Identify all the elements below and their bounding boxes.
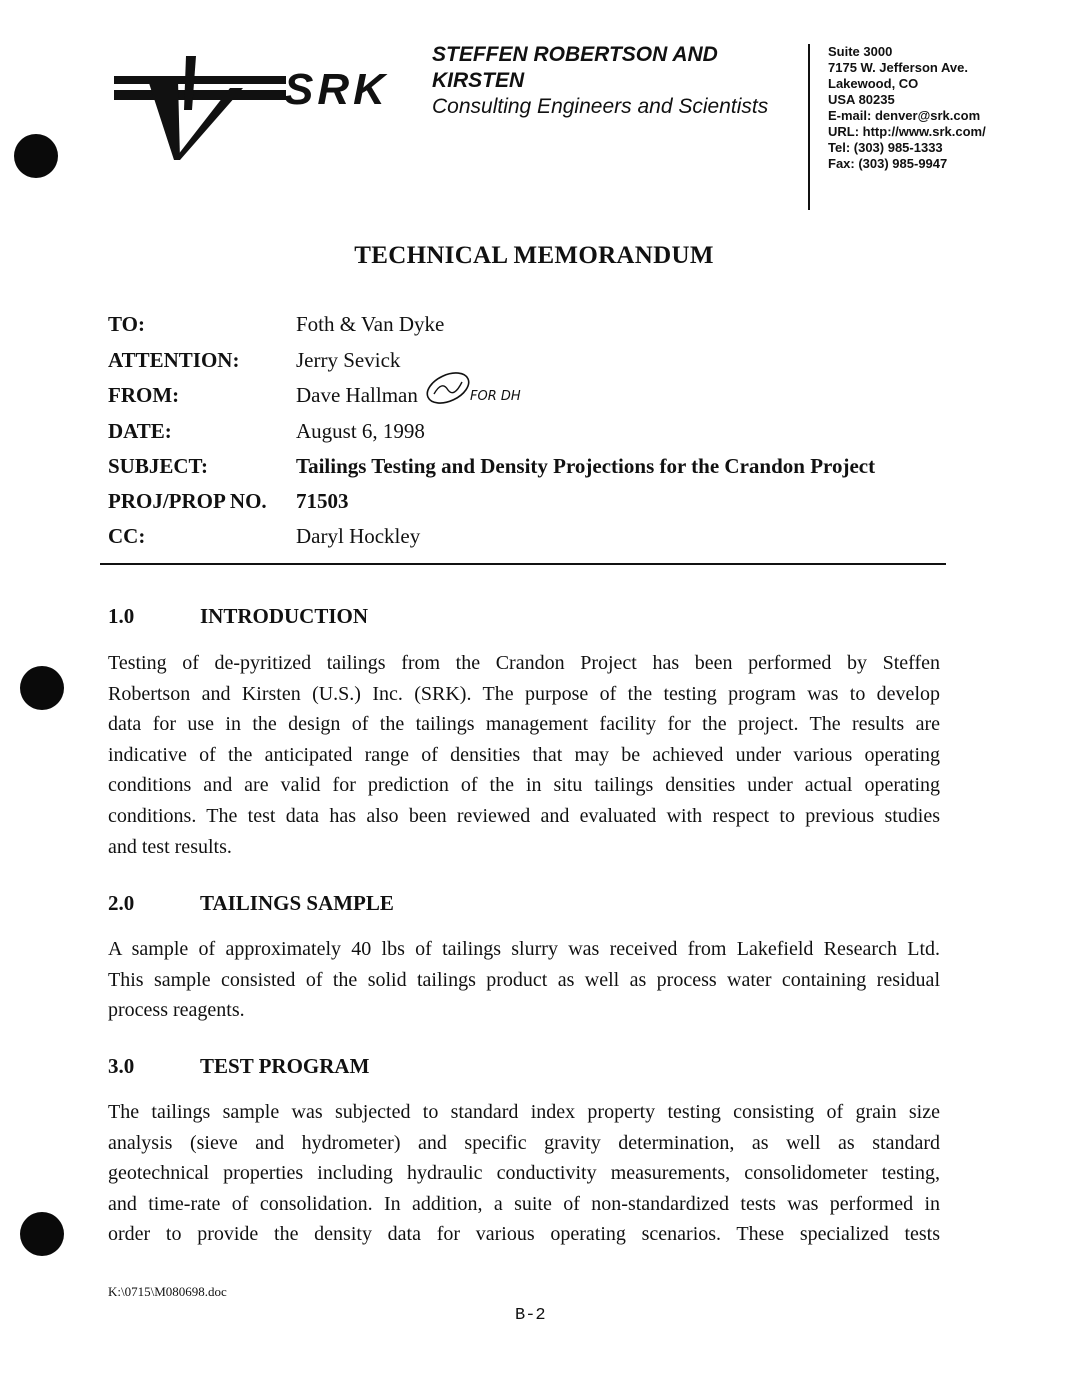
contact-block bbox=[828, 44, 1058, 172]
contact-line: USA 80235 bbox=[828, 92, 895, 107]
paragraph-line: A sample of approximately 40 lbs of tailings slurry was received from Lakefield Research Ltd. bbox=[108, 938, 940, 960]
section-number: 2.0 bbox=[108, 891, 135, 915]
contact-email: E-mail: denver@srk.com bbox=[828, 108, 981, 123]
contact-url: URL: http://www.srk.com/ bbox=[828, 124, 986, 139]
paragraph-line: conditions and are valid for prediction of the in situ tailings densities under actual operating bbox=[108, 774, 940, 797]
memo-field-project-number bbox=[108, 486, 948, 516]
paragraph-line: and test results. bbox=[108, 835, 232, 858]
company-block bbox=[432, 42, 802, 120]
field-label: TO: bbox=[108, 312, 145, 336]
company-name-line2: KIRSTEN bbox=[432, 69, 525, 92]
contact-tel: Tel: (303) 985-1333 bbox=[828, 140, 943, 155]
contact-line: 7175 W. Jefferson Ave. bbox=[828, 60, 968, 75]
section-number: 1.0 bbox=[108, 604, 135, 628]
field-label: FROM: bbox=[108, 383, 180, 407]
paragraph-line: indicative of the anticipated range of densities that may be achieved under various operating bbox=[108, 743, 940, 766]
test-program-paragraph bbox=[108, 1097, 940, 1250]
paragraph-line: This sample consisted of the solid tailings product as well as process water containing residual bbox=[108, 968, 940, 991]
section-title: TEST PROGRAM bbox=[200, 1054, 370, 1078]
paragraph-line: conditions. The test data has also been reviewed and evaluated with respect to previous studies bbox=[108, 804, 940, 827]
annotation-text: FOR DH bbox=[470, 389, 521, 404]
field-label: SUBJECT: bbox=[108, 454, 208, 478]
logo-text: SRK bbox=[284, 65, 389, 114]
field-label: CC: bbox=[108, 524, 146, 548]
memo-field-date bbox=[108, 416, 948, 446]
punch-hole bbox=[20, 666, 64, 710]
contact-line: Lakewood, CO bbox=[828, 76, 919, 91]
field-value: Jerry Sevick bbox=[296, 348, 401, 372]
memo-field-cc bbox=[108, 521, 948, 551]
page-number: B-2 bbox=[515, 1306, 546, 1325]
paragraph-line: process reagents. bbox=[108, 999, 245, 1022]
srk-logo bbox=[108, 50, 428, 170]
company-tagline: Consulting Engineers and Scientists bbox=[432, 95, 769, 118]
field-value: Tailings Testing and Density Projections for the Crandon Project bbox=[296, 454, 876, 478]
paragraph-line: Testing of de-pyritized tailings from the Crandon Project has been performed by Steffen bbox=[108, 652, 940, 674]
field-value: Foth & Van Dyke bbox=[296, 312, 445, 336]
paragraph-line: data for use in the design of the tailings management facility for the project. The results are bbox=[108, 713, 940, 736]
paragraph-line: The tailings sample was subjected to standard index property testing consisting of grain size bbox=[108, 1101, 940, 1123]
punch-hole bbox=[14, 134, 58, 178]
field-value: 71503 bbox=[296, 489, 349, 513]
field-label: ATTENTION: bbox=[108, 348, 240, 372]
field-value: August 6, 1998 bbox=[296, 419, 425, 443]
section-title: TAILINGS SAMPLE bbox=[200, 891, 394, 915]
paragraph-line: order to provide the density data for various operating scenarios. These specialized tests bbox=[108, 1223, 940, 1246]
field-value: Dave Hallman bbox=[296, 383, 418, 407]
section-title: INTRODUCTION bbox=[200, 604, 369, 628]
contact-fax: Fax: (303) 985-9947 bbox=[828, 156, 948, 171]
company-name-line1: STEFFEN ROBERTSON AND bbox=[432, 43, 718, 66]
file-path: K:\0715\M080698.doc bbox=[108, 1284, 227, 1299]
paragraph-line: geotechnical properties including hydraulic conductivity measurements, consolidometer testing, bbox=[108, 1162, 940, 1185]
tailings-sample-paragraph bbox=[108, 934, 940, 1026]
paragraph-line: Robertson and Kirsten (U.S.) Inc. (SRK). The purpose of the testing program was to develop bbox=[108, 682, 940, 705]
memo-title: TECHNICAL MEMORANDUM bbox=[354, 242, 714, 269]
section-number: 3.0 bbox=[108, 1054, 135, 1078]
field-value: Daryl Hockley bbox=[296, 524, 421, 548]
field-label: PROJ/PROP NO. bbox=[108, 489, 267, 513]
punch-hole bbox=[20, 1212, 64, 1256]
memo-field-subject bbox=[108, 451, 948, 481]
handwritten-initials bbox=[414, 366, 544, 410]
introduction-paragraph bbox=[108, 648, 940, 862]
contact-line: Suite 3000 bbox=[828, 44, 893, 59]
paragraph-line: analysis (sieve and hydrometer) and specific gravity determination, as well as standard bbox=[108, 1131, 940, 1154]
memo-field-to bbox=[108, 309, 948, 339]
paragraph-line: and time-rate of consolidation. In addition, a suite of non-standardized tests was performed in bbox=[108, 1192, 940, 1215]
header-divider bbox=[808, 44, 810, 210]
header-rule bbox=[100, 563, 946, 565]
field-label: DATE: bbox=[108, 419, 172, 443]
